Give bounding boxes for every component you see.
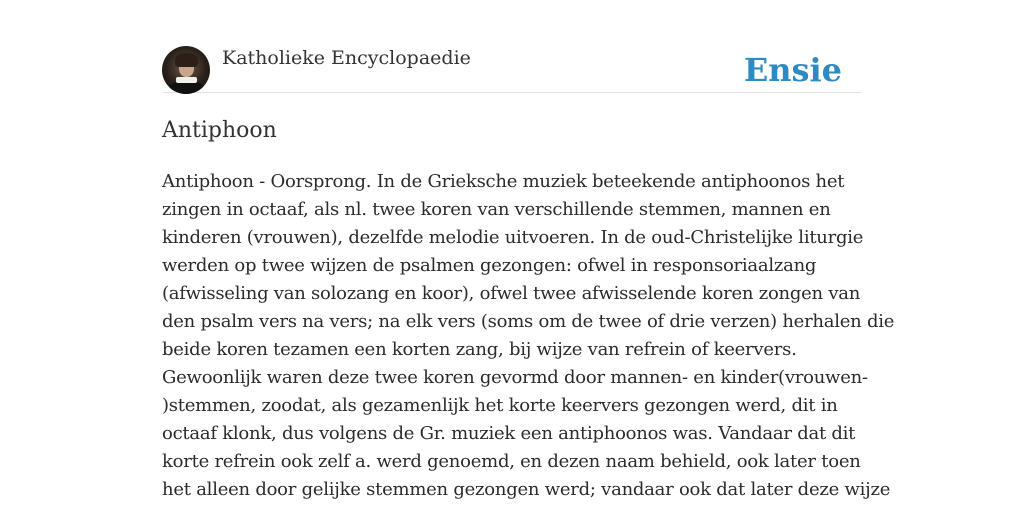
body-line: (afwisseling van solozang en koor), ofwel twee afwisselende koren zongen van: [162, 283, 861, 304]
site-name-link[interactable]: Katholieke Encyclopaedie: [222, 47, 471, 69]
avatar-hair: [175, 53, 198, 67]
body-line: Gewoonlijk waren deze twee koren gevormd door mannen- en kinder(vrouwen-: [162, 367, 868, 388]
body-line: kinderen (vrouwen), dezelfde melodie uitvoeren. In de oud-Christelijke liturgie: [162, 227, 864, 248]
body-line: korte refrein ook zelf a. werd genoemd, en dezen naam behield, ook later toen: [162, 451, 861, 472]
header: [162, 46, 862, 93]
body-line: werden op twee wijzen de psalmen gezongen: ofwel in responsoriaalzang: [162, 255, 817, 276]
body-line: beide koren tezamen een korten zang, bij wijze van refrein of keervers.: [162, 339, 797, 360]
avatar[interactable]: [162, 46, 210, 94]
body-line: Antiphoon - Oorsprong. In de Grieksche muziek beteekende antiphoonos het: [162, 171, 845, 192]
body-line: octaaf klonk, dus volgens de Gr. muziek een antiphoonos was. Vandaar dat dit: [162, 423, 856, 444]
avatar-collar: [176, 77, 197, 83]
page-title: Antiphoon: [162, 118, 277, 143]
body-line: )stemmen, zoodat, als gezamenlijk het korte keervers gezongen werd, dit in: [162, 395, 838, 416]
body-line: den psalm vers na vers; na elk vers (soms om de twee of drie verzen) herhalen die: [162, 311, 895, 332]
brand-logo-link[interactable]: Ensie: [743, 51, 842, 89]
body-line: het alleen door gelijke stemmen gezongen werd; vandaar ook dat later deze wijze: [162, 479, 891, 500]
body-line: zingen in octaaf, als nl. twee koren van verschillende stemmen, mannen en: [162, 199, 831, 220]
article-body: [162, 168, 895, 504]
